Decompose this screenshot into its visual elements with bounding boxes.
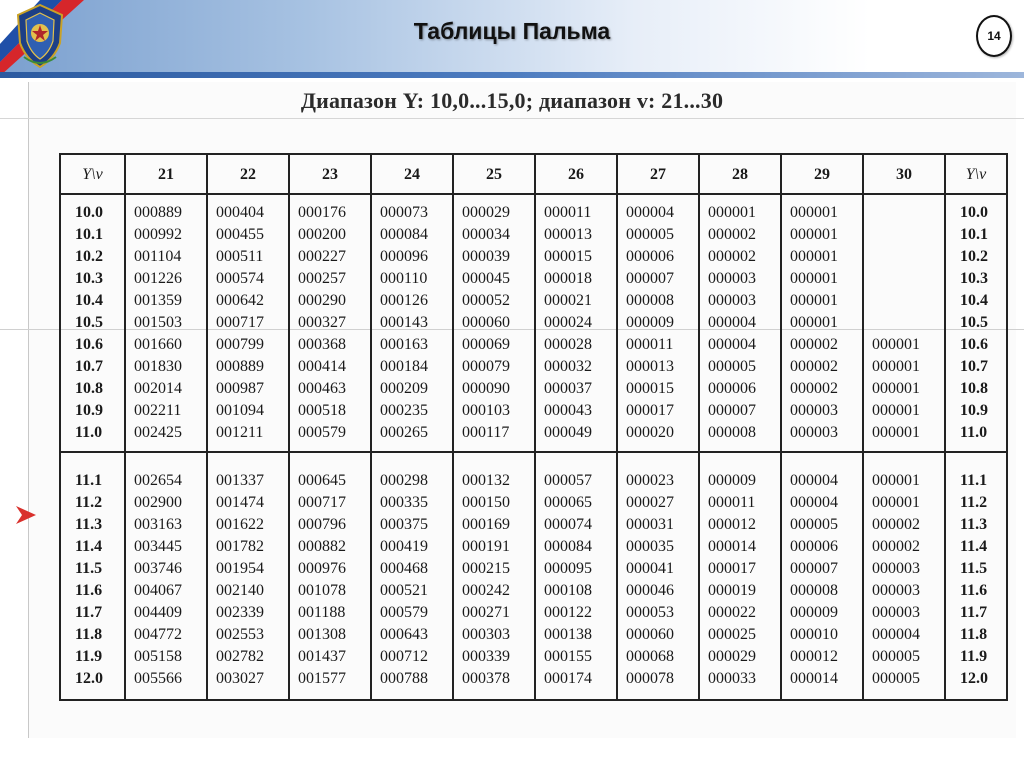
guide-line-top [0,118,1024,119]
table-cell: 001503 [125,311,207,333]
table-cell: 000090 [453,377,535,399]
table-cell: 000463 [289,377,371,399]
table-cell: 000003 [699,289,781,311]
corner-label-right: Y\v [945,154,1007,194]
table-cell: 000019 [699,579,781,601]
table-cell: 000138 [535,623,617,645]
table-cell: 000143 [371,311,453,333]
table-row [60,333,1007,355]
table-cell: 001226 [125,267,207,289]
row-label: 11.9 [60,645,125,667]
table-cell: 002211 [125,399,207,421]
table-cell: 000009 [781,601,863,623]
table-cell: 000096 [371,245,453,267]
table-cell: 000717 [207,311,289,333]
table-row [60,245,1007,267]
table-cell: 002654 [125,469,207,491]
table-cell: 000404 [207,201,289,223]
table-cell: 001577 [289,667,371,689]
table-cell: 000163 [371,333,453,355]
table-cell: 000065 [535,491,617,513]
group-top-gap [60,194,1007,201]
table-cell: 000011 [699,491,781,513]
table-cell: 000335 [371,491,453,513]
table-cell: 001337 [207,469,289,491]
table-cell: 002900 [125,491,207,513]
table-cell: 001660 [125,333,207,355]
table-cell: 000327 [289,311,371,333]
table-row [60,601,1007,623]
table-cell: 000455 [207,223,289,245]
table-cell: 005158 [125,645,207,667]
table-cell: 000007 [781,557,863,579]
group-separator-gap [60,452,1007,463]
table-cell: 001094 [207,399,289,421]
table-cell: 000012 [781,645,863,667]
table-cell: 001359 [125,289,207,311]
group-separator [60,443,1007,452]
table-row [60,355,1007,377]
row-label: 11.8 [60,623,125,645]
table-cell: 000003 [863,579,945,601]
table-cell: 000712 [371,645,453,667]
table-cell: 000987 [207,377,289,399]
table-cell: 000074 [535,513,617,535]
table-cell: 000084 [371,223,453,245]
table-cell: 000521 [371,579,453,601]
row-label: 10.8 [60,377,125,399]
guide-line-vertical [28,82,29,738]
row-label: 10.7 [60,355,125,377]
table-cell: 000117 [453,421,535,443]
table-cell: 000020 [617,421,699,443]
pointer-arrow-icon [14,504,38,526]
table-row [60,491,1007,513]
table-cell: 000035 [617,535,699,557]
table-cell: 000013 [617,355,699,377]
table-cell: 000191 [453,535,535,557]
table-cell: 000265 [371,421,453,443]
table-cell: 000049 [535,421,617,443]
table-cell: 000011 [535,201,617,223]
table-row [60,645,1007,667]
table-cell: 000008 [617,289,699,311]
table-cell: 000518 [289,399,371,421]
table-cell: 000001 [863,469,945,491]
column-header-v26: 26 [535,154,617,194]
table-cell: 000033 [699,667,781,689]
table-cell: 004409 [125,601,207,623]
table-cell: 000004 [699,311,781,333]
table-cell: 000037 [535,377,617,399]
table-cell: 005566 [125,667,207,689]
table-row [60,557,1007,579]
row-label: 11.0 [60,421,125,443]
corner-label: Y\v [60,154,125,194]
table-cell: 000001 [863,399,945,421]
table-header-row [60,154,1007,194]
table-cell: 000021 [535,289,617,311]
row-label-right: 10.5 [945,311,1007,333]
table-cell: 000788 [371,667,453,689]
row-label: 11.2 [60,491,125,513]
group-bottom [60,689,1007,700]
table-row [60,201,1007,223]
column-header-v27: 27 [617,154,699,194]
table-cell: 000468 [371,557,453,579]
table-cell: 000027 [617,491,699,513]
row-label: 11.7 [60,601,125,623]
table-cell: 000001 [863,333,945,355]
table-cell: 001188 [289,601,371,623]
table-cell: 002140 [207,579,289,601]
table-cell: 000209 [371,377,453,399]
table-cell: 000004 [781,491,863,513]
table-cell: 000150 [453,491,535,513]
table-cell: 000004 [863,623,945,645]
row-label-right: 11.1 [945,469,1007,491]
row-label: 10.4 [60,289,125,311]
table-cell: 000005 [781,513,863,535]
column-header-v21: 21 [125,154,207,194]
row-label-right: 11.5 [945,557,1007,579]
table-cell: 000303 [453,623,535,645]
table-cell: 000041 [617,557,699,579]
table-cell: 000008 [781,579,863,601]
table-cell: 003445 [125,535,207,557]
table-cell: 000375 [371,513,453,535]
table-cell: 000003 [699,267,781,289]
table-cell: 000022 [699,601,781,623]
table-cell: 001622 [207,513,289,535]
row-label-right: 11.6 [945,579,1007,601]
row-label-right: 11.2 [945,491,1007,513]
table-cell: 000007 [699,399,781,421]
table-cell: 000108 [535,579,617,601]
row-label-right: 11.0 [945,421,1007,443]
table-cell: 000017 [699,557,781,579]
table-cell: 000024 [535,311,617,333]
table-cell: 001954 [207,557,289,579]
table-cell: 000298 [371,469,453,491]
table-cell: 000511 [207,245,289,267]
table-row [60,421,1007,443]
column-header-v22: 22 [207,154,289,194]
table-cell: 000006 [781,535,863,557]
column-header-v23: 23 [289,154,371,194]
row-label: 11.4 [60,535,125,557]
row-label-right: 10.6 [945,333,1007,355]
table-cell: 001078 [289,579,371,601]
table-cell: 000073 [371,201,453,223]
table-cell: 000001 [863,491,945,513]
table-cell: 000032 [535,355,617,377]
table-cell: 003746 [125,557,207,579]
table-cell: 001437 [289,645,371,667]
table-row [60,579,1007,601]
table-cell: 000031 [617,513,699,535]
row-label-right: 10.8 [945,377,1007,399]
table-cell: 000271 [453,601,535,623]
table-cell: 000004 [781,469,863,491]
table-cell: 000006 [699,377,781,399]
table-row [60,667,1007,689]
header-stripe [0,72,1024,78]
table-cell: 000003 [781,399,863,421]
table-cell: 000889 [125,201,207,223]
table-cell: 000419 [371,535,453,557]
row-label: 11.6 [60,579,125,601]
table-cell: 000155 [535,645,617,667]
table-cell: 000009 [617,311,699,333]
table-cell: 000060 [617,623,699,645]
row-label: 10.1 [60,223,125,245]
table-cell: 000014 [699,535,781,557]
table-cell: 000002 [699,223,781,245]
table-cell: 000029 [699,645,781,667]
table-cell: 000028 [535,333,617,355]
table-cell: 001474 [207,491,289,513]
table-cell: 000169 [453,513,535,535]
table-cell: 000006 [617,245,699,267]
table-cell: 000717 [289,491,371,513]
table-cell: 000008 [699,421,781,443]
row-label-right: 10.9 [945,399,1007,421]
table-cell: 000017 [617,399,699,421]
table-cell: 000889 [207,355,289,377]
table-cell: 000001 [863,355,945,377]
row-label: 10.3 [60,267,125,289]
slide-header [0,0,1024,76]
table-cell: 001104 [125,245,207,267]
table-cell [863,223,945,245]
table-cell: 000257 [289,267,371,289]
table-cell: 000004 [617,201,699,223]
table-cell: 000132 [453,469,535,491]
table-row [60,399,1007,421]
table-cell: 000023 [617,469,699,491]
table-cell: 000005 [863,667,945,689]
table-cell: 000642 [207,289,289,311]
table-cell [863,311,945,333]
table-cell: 000018 [535,267,617,289]
row-label: 10.6 [60,333,125,355]
table-row [60,623,1007,645]
table-cell: 000078 [617,667,699,689]
table-cell: 000882 [289,535,371,557]
table-cell: 001782 [207,535,289,557]
table-cell: 002339 [207,601,289,623]
table-cell: 000001 [781,201,863,223]
table-cell: 000001 [781,267,863,289]
table-cell: 000645 [289,469,371,491]
row-label-right: 11.9 [945,645,1007,667]
table-cell: 000068 [617,645,699,667]
row-label-right: 12.0 [945,667,1007,689]
row-label-right: 10.3 [945,267,1007,289]
table-cell: 000005 [699,355,781,377]
table-cell: 000009 [699,469,781,491]
column-header-v29: 29 [781,154,863,194]
row-label-right: 11.7 [945,601,1007,623]
table-cell: 003027 [207,667,289,689]
table-cell: 000011 [617,333,699,355]
row-label: 10.9 [60,399,125,421]
table-cell: 000060 [453,311,535,333]
row-label-right: 11.3 [945,513,1007,535]
table-cell: 000003 [863,557,945,579]
table-cell: 000579 [371,601,453,623]
table-cell: 000002 [781,355,863,377]
table-cell: 000010 [781,623,863,645]
palm-table [59,153,1008,701]
table-cell: 000034 [453,223,535,245]
table-row [60,377,1007,399]
table-cell: 000005 [617,223,699,245]
table-cell: 000015 [535,245,617,267]
table-cell: 000001 [863,377,945,399]
row-label: 10.0 [60,201,125,223]
table-cell: 000122 [535,601,617,623]
table-cell: 000235 [371,399,453,421]
table-cell: 000003 [781,421,863,443]
table-cell: 000046 [617,579,699,601]
row-label: 10.5 [60,311,125,333]
table-cell: 000200 [289,223,371,245]
table-cell: 000003 [863,601,945,623]
table-cell: 000002 [781,333,863,355]
table-cell: 002014 [125,377,207,399]
table-cell: 000378 [453,667,535,689]
table-cell: 000174 [535,667,617,689]
table-cell: 000005 [863,645,945,667]
column-header-v24: 24 [371,154,453,194]
table-cell: 000799 [207,333,289,355]
table-cell: 000001 [699,201,781,223]
row-label-right: 11.8 [945,623,1007,645]
table-cell: 000095 [535,557,617,579]
table-cell: 000126 [371,289,453,311]
table-cell: 000215 [453,557,535,579]
table-cell: 000002 [863,513,945,535]
table-cell: 000992 [125,223,207,245]
table-cell: 000002 [781,377,863,399]
table-cell: 000052 [453,289,535,311]
table-cell: 000242 [453,579,535,601]
table-cell: 003163 [125,513,207,535]
table-cell: 000339 [453,645,535,667]
row-label-right: 10.0 [945,201,1007,223]
table-cell: 000574 [207,267,289,289]
table-cell: 000643 [371,623,453,645]
table-cell: 000796 [289,513,371,535]
table-cell: 000014 [781,667,863,689]
table-cell: 000013 [535,223,617,245]
row-label: 11.1 [60,469,125,491]
table-cell: 000001 [781,245,863,267]
table-cell: 000176 [289,201,371,223]
table-cell [863,267,945,289]
table-row [60,535,1007,557]
table-cell [863,201,945,223]
table-cell: 000103 [453,399,535,421]
table-cell: 000579 [289,421,371,443]
range-subtitle: Диапазон Y: 10,0...15,0; диапазон v: 21...30 [300,88,724,113]
column-header-v28: 28 [699,154,781,194]
table-cell: 000002 [699,245,781,267]
table-row [60,289,1007,311]
table-cell: 002553 [207,623,289,645]
row-label-right: 10.2 [945,245,1007,267]
row-label: 12.0 [60,667,125,689]
table-cell: 000007 [617,267,699,289]
table-row [60,469,1007,491]
table-cell: 000004 [699,333,781,355]
row-label: 10.2 [60,245,125,267]
table-cell: 000084 [535,535,617,557]
table-cell: 000069 [453,333,535,355]
table-cell: 000001 [863,421,945,443]
table-cell: 000290 [289,289,371,311]
table-cell: 002782 [207,645,289,667]
table-cell: 004772 [125,623,207,645]
table-row [60,267,1007,289]
table-row [60,513,1007,535]
table-cell: 000079 [453,355,535,377]
table-cell: 000110 [371,267,453,289]
row-label: 11.5 [60,557,125,579]
row-label: 11.3 [60,513,125,535]
row-label-right: 10.1 [945,223,1007,245]
table-cell: 000001 [781,289,863,311]
table-cell: 000039 [453,245,535,267]
table-cell: 000184 [371,355,453,377]
table-cell: 000015 [617,377,699,399]
table-cell [863,289,945,311]
table-cell: 000368 [289,333,371,355]
row-label-right: 11.4 [945,535,1007,557]
table-cell: 001211 [207,421,289,443]
table-cell: 002425 [125,421,207,443]
table-cell: 000414 [289,355,371,377]
column-header-v30: 30 [863,154,945,194]
table-cell: 000976 [289,557,371,579]
table-cell: 000227 [289,245,371,267]
table-cell [863,245,945,267]
table-cell: 000043 [535,399,617,421]
table-row [60,311,1007,333]
table-cell: 001830 [125,355,207,377]
table-cell: 000053 [617,601,699,623]
row-label-right: 10.4 [945,289,1007,311]
table-cell: 004067 [125,579,207,601]
table-cell: 000001 [781,223,863,245]
table-cell: 000012 [699,513,781,535]
table-cell: 000025 [699,623,781,645]
table-cell: 000045 [453,267,535,289]
table-cell: 000029 [453,201,535,223]
table-cell: 000001 [781,311,863,333]
table-row [60,223,1007,245]
page-title: Таблицы Пальма [413,18,611,44]
table-cell: 000002 [863,535,945,557]
page-number-badge: 14 [976,15,1012,57]
table-cell: 000057 [535,469,617,491]
row-label-right: 10.7 [945,355,1007,377]
table-cell: 001308 [289,623,371,645]
column-header-v25: 25 [453,154,535,194]
